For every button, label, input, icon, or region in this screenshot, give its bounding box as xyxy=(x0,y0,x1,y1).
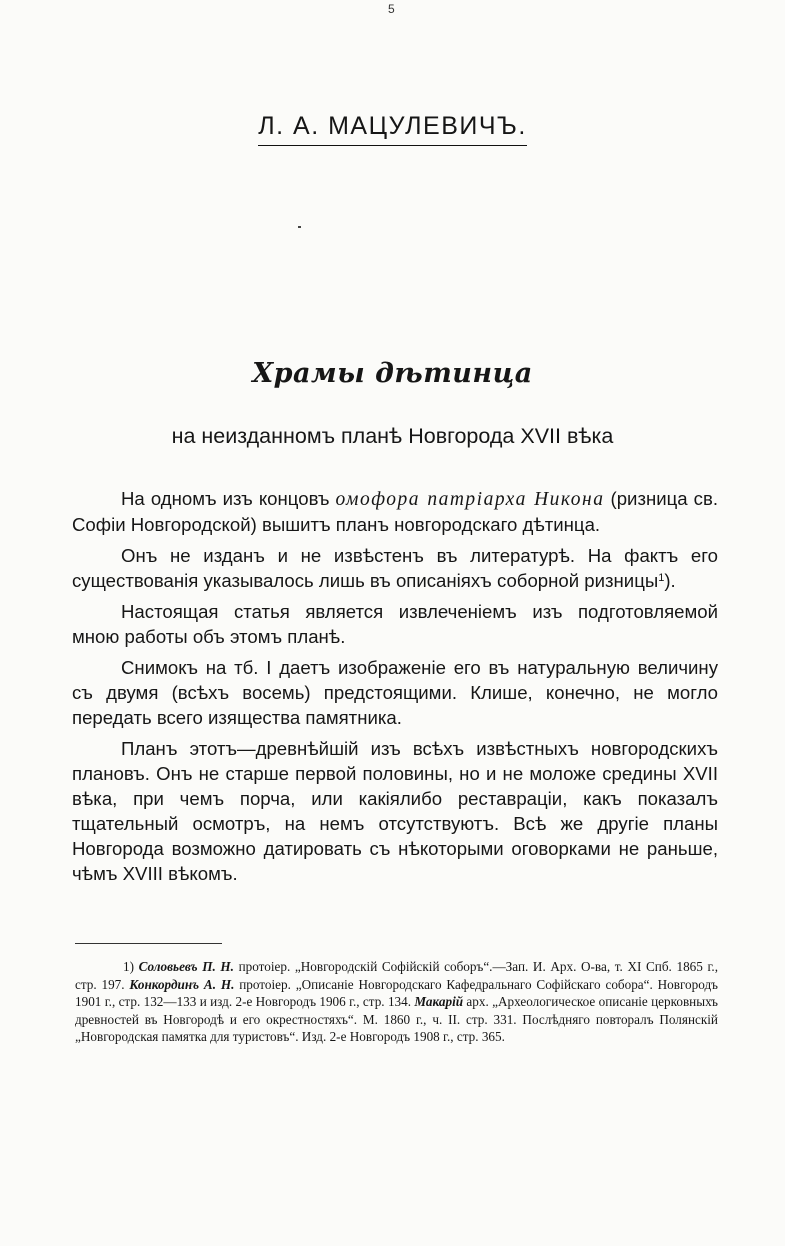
paragraph-3: Настоящая статья является извлеченіемъ изъ подготовляемой мною работы объ этомъ планѣ. xyxy=(72,601,718,647)
paragraph-2-tail: ). xyxy=(664,570,676,591)
footnote xyxy=(75,958,718,1046)
footnote-text-1: протоіер. „Новгородскій Софійскій соборъ“.—Зап. И. Арх. О-ва, т. XI Спб. 1865 г., стр. 197. xyxy=(75,959,719,992)
paragraph-2-text: Онъ не изданъ и не извѣстенъ въ литературѣ. На фактъ его существованія указывалось лишь въ описаніяхъ соборной ризницы xyxy=(72,545,718,591)
print-speck xyxy=(298,226,301,228)
footnote-text-2: протоіер. „Описаніе Новгородскаго Кафедральнаго Софійскаго собора“. Новгородъ 1901 г., стр. 132—133 и изд. 2-е Новгородъ 1906 г., стр. 134. xyxy=(75,976,718,1009)
article-subtitle: на неизданномъ планѣ Новгорода XVII вѣка xyxy=(171,424,614,448)
footnote-text-3: арх. „Археологическое описаніе церковныхъ древностей въ Новгородѣ и его окрестностяхъ“. М. 1860 г., ч. II. стр. 331. Послѣдняго повторалъ Полянскій „Новгородская памятка для туристовъ“. Изд. 2-е Новгородъ 1908 г., стр. 365. xyxy=(75,994,719,1044)
article-title: Храмы дѣтинца xyxy=(252,358,533,389)
paragraph-1-after: (ризница св. Софіи Новгородской) вышитъ планъ новгородскаго дѣтинца. xyxy=(72,488,719,535)
author-name: Л. А. МАЦУЛЕВИЧЪ. xyxy=(258,112,527,146)
footnote-reference: 1 xyxy=(658,572,665,584)
footnote-author-1: Соловьевъ П. Н. xyxy=(138,959,234,974)
paragraph-5: Планъ этотъ—древнѣйшій изъ всѣхъ извѣстныхъ новгородскихъ плановъ. Онъ не старше первой половины, но и не моложе средины XVII вѣка, при чемъ порча, или какіялибо реставраціи, какъ показалъ тщательный осмотръ, на немъ отсутствуютъ. Всѣ же другіе планы Новгорода возможно датировать съ нѣкоторыми оговорками не раньше, чѣмъ XVIII вѣкомъ. xyxy=(72,738,718,884)
footnote-divider xyxy=(75,943,222,944)
author-heading xyxy=(0,112,785,141)
footnote-author-2: Конкординъ А. Н. xyxy=(129,976,235,992)
paragraph-1-before: На одномъ изъ концовъ xyxy=(121,488,336,509)
omophorion-name: омофора патріарха Никона xyxy=(335,489,605,510)
article-body xyxy=(72,486,718,886)
paragraph-1 xyxy=(72,486,718,537)
footnote-author-3: Макарій xyxy=(414,994,464,1009)
paragraph-4: Снимокъ на тб. I даетъ изображеніе его въ натуральную величину съ двумя (всѣхъ восемь) предстоящими. Клише, конечно, не могло передать всего изящества памятника. xyxy=(72,657,718,728)
page-mark: 5 xyxy=(388,2,395,16)
paragraph-2 xyxy=(72,543,718,593)
footnote-marker: 1) xyxy=(123,959,134,974)
